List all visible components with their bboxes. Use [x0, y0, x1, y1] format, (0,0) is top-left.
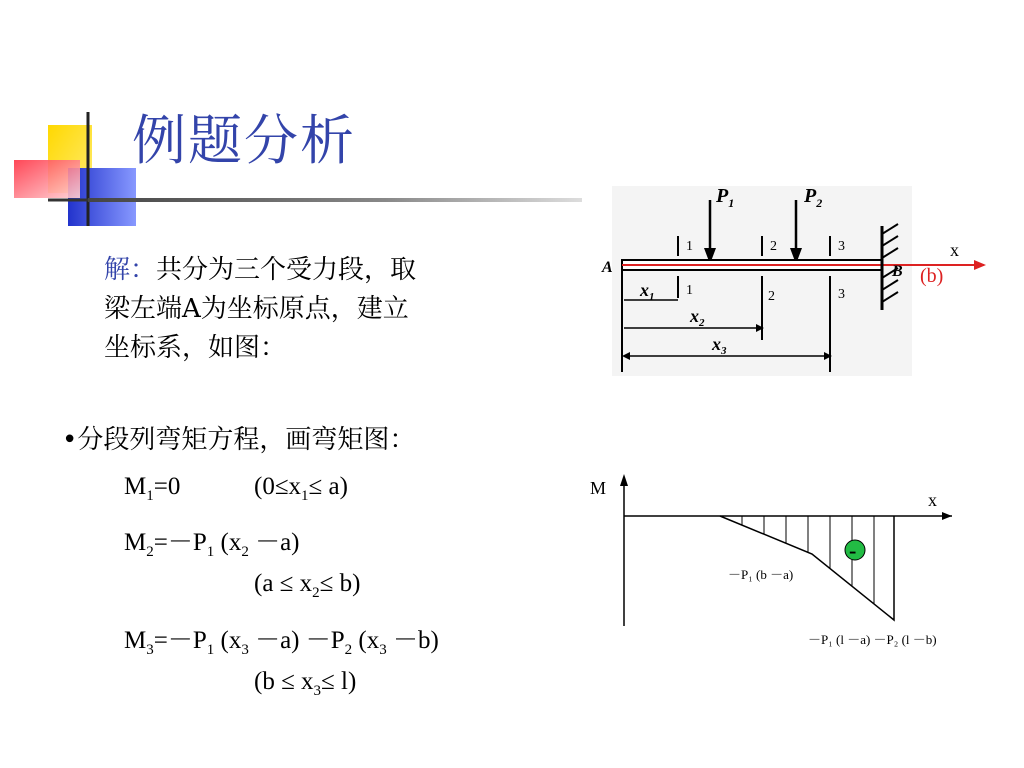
end-a-label: A — [602, 259, 613, 276]
dim-x2-label: $x_2$ — [690, 306, 705, 329]
beam-x-axis-label: x — [950, 240, 959, 260]
moment-x-arrowhead — [942, 512, 952, 520]
equation-m2-range: $(a \le x_2\le b)$ — [254, 570, 361, 601]
title-rule — [88, 198, 582, 202]
intro-line1: 共分为三个受力段，取 — [156, 255, 417, 285]
intro-line2: 梁左端A为坐标原点，建立 — [104, 294, 409, 324]
section-1-top: 1 — [686, 239, 693, 254]
end-b-label: B — [892, 263, 903, 280]
page-title: 例题分析 — [132, 109, 356, 172]
negative-sign: - — [849, 538, 857, 563]
moment-diagram — [590, 468, 1010, 668]
figure-tag-b: (b) — [920, 265, 944, 287]
bullet-heading: •分段列弯矩方程，画弯矩图： — [62, 425, 416, 455]
corner-decoration — [0, 0, 140, 230]
dim-x1-label: $x_1$ — [640, 280, 655, 303]
equation-m1-range: $(0\le x_1\le a)$ — [254, 473, 348, 504]
equation-m2: $M_2=-P_1$ $(x_2 -a)$ — [124, 529, 300, 560]
equation-m3: $M_3=-P_1$ $(x_3 -a) -P_2$ $(x_3 -b)$ — [124, 627, 439, 658]
section-3-bottom: 3 — [838, 287, 845, 302]
dim-x3-label: $x_3$ — [712, 334, 727, 357]
beam-diagram — [602, 180, 992, 380]
moment-label-end: －P₁ (l －a) －P₂ (l －b) — [808, 632, 937, 647]
moment-label-mid: －P₁ (b －a) — [728, 567, 794, 582]
load-p1-label: $P_1$ — [716, 185, 735, 210]
equation-m1: $M_1=0$ — [124, 473, 181, 504]
intro-line3: 坐标系，如图： — [104, 333, 287, 363]
intro-lead: 解： — [104, 255, 157, 285]
load-p2-label: $P_2$ — [804, 185, 823, 210]
moment-x-label: x — [928, 490, 937, 510]
section-1-bottom: 1 — [686, 283, 693, 298]
x-axis-arrowhead — [974, 260, 986, 270]
section-3-top: 3 — [838, 239, 845, 254]
section-2-bottom: 2 — [768, 289, 775, 304]
red-block — [14, 160, 80, 198]
equation-m3-range: $(b \le x_3\le l)$ — [254, 668, 357, 699]
moment-y-arrowhead — [620, 474, 628, 486]
intro-paragraph — [104, 251, 524, 368]
section-2-top: 2 — [770, 239, 777, 254]
moment-y-label: M — [590, 478, 607, 498]
